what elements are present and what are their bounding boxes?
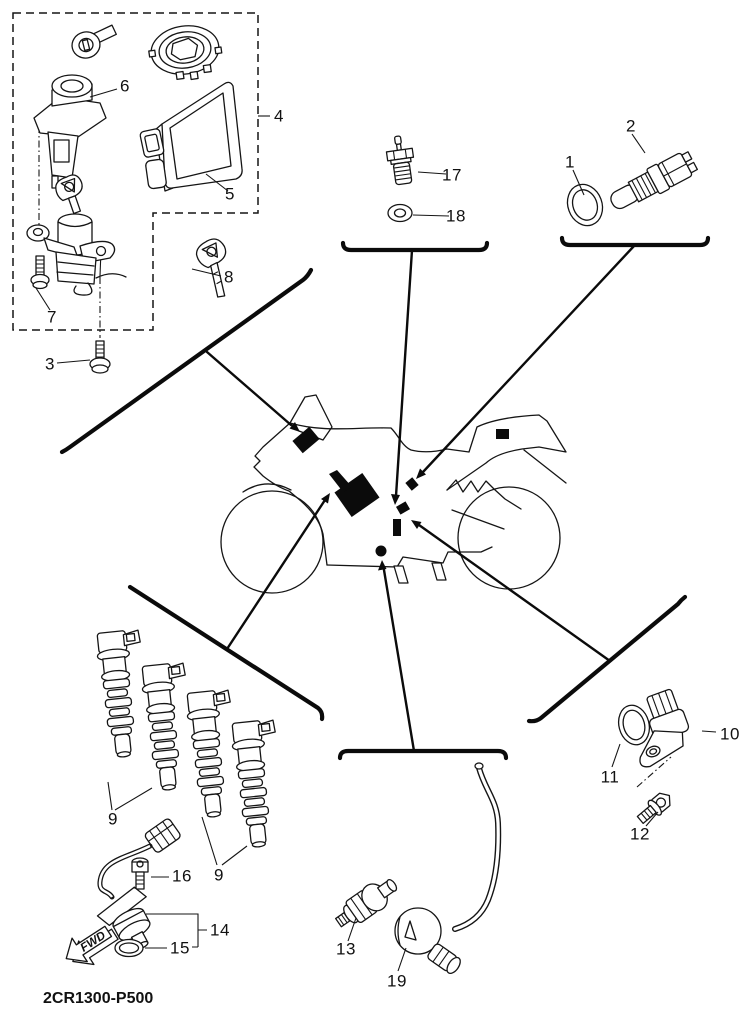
front-wheel	[221, 491, 323, 593]
part-1-oring	[562, 179, 608, 230]
bracket-17	[343, 243, 487, 250]
lock-cylinder-icon	[69, 25, 120, 61]
callout-17: 17	[442, 165, 462, 185]
fuel-cap-lock	[146, 21, 225, 84]
fwd-label: FWD	[77, 928, 109, 955]
leader-9	[227, 500, 325, 649]
marker-temp-sensor	[405, 477, 418, 490]
marker-oil-switch	[376, 546, 387, 557]
bracket-2	[562, 238, 708, 245]
location-markers	[292, 427, 509, 557]
marker-plug-sensor	[396, 501, 410, 514]
part-19-sensor	[395, 908, 463, 976]
part-12-bolt	[634, 789, 675, 827]
part-16-bolt	[132, 858, 148, 889]
callout-9b: 9	[214, 865, 224, 885]
hose	[455, 763, 498, 929]
leader-13	[384, 570, 414, 751]
callout-13: 13	[336, 939, 356, 959]
callout-15: 15	[170, 938, 190, 958]
callout-19: 19	[387, 971, 407, 991]
diagram-part-code: 2CR1300-P500	[43, 990, 154, 1007]
marker-ignition-coils-arm	[329, 470, 352, 492]
part-15-oring	[115, 940, 143, 957]
leader-17	[396, 250, 412, 496]
leader-2	[423, 246, 634, 472]
part-2-temp-sensor	[606, 148, 699, 215]
callout-3: 3	[45, 354, 55, 374]
leader-10	[419, 525, 610, 661]
footpeg	[432, 563, 446, 580]
callout-10: 10	[720, 724, 740, 744]
rear-wheel	[458, 487, 560, 589]
callout-5: 5	[225, 184, 235, 204]
leader-box4	[207, 352, 291, 425]
callout-1: 1	[565, 152, 575, 172]
part-7-screw	[31, 256, 49, 289]
callout-4: 4	[274, 106, 284, 126]
callout-8: 8	[224, 267, 234, 287]
callout-14: 14	[210, 920, 230, 940]
part-6-ignition-switch-upper	[34, 75, 106, 190]
part-3-screw	[90, 341, 110, 373]
label-leader-lines	[36, 89, 716, 971]
callout-18: 18	[446, 206, 466, 226]
callout-12: 12	[630, 824, 650, 844]
part-18-washer	[388, 205, 412, 222]
callout-7: 7	[47, 307, 57, 327]
part-17-sensor	[385, 134, 417, 185]
part-13-oil-pressure-switch	[330, 872, 402, 934]
motorcycle-silhouette	[221, 395, 566, 593]
callout-2: 2	[626, 116, 636, 136]
callout-6: 6	[120, 76, 130, 96]
part-11-oring	[614, 702, 653, 748]
callout-9a: 9	[108, 809, 118, 829]
callout-11: 11	[600, 767, 620, 787]
callout-16: 16	[172, 866, 192, 886]
bracket-13	[340, 751, 506, 758]
marker-crank-sensor	[393, 519, 401, 536]
marker-tail-sensor	[496, 429, 509, 439]
footpeg	[394, 566, 408, 583]
arrowhead	[391, 494, 400, 505]
part-9-ignition-coils	[95, 629, 287, 848]
part-5-ecu	[140, 82, 243, 191]
arrowhead	[378, 560, 387, 571]
